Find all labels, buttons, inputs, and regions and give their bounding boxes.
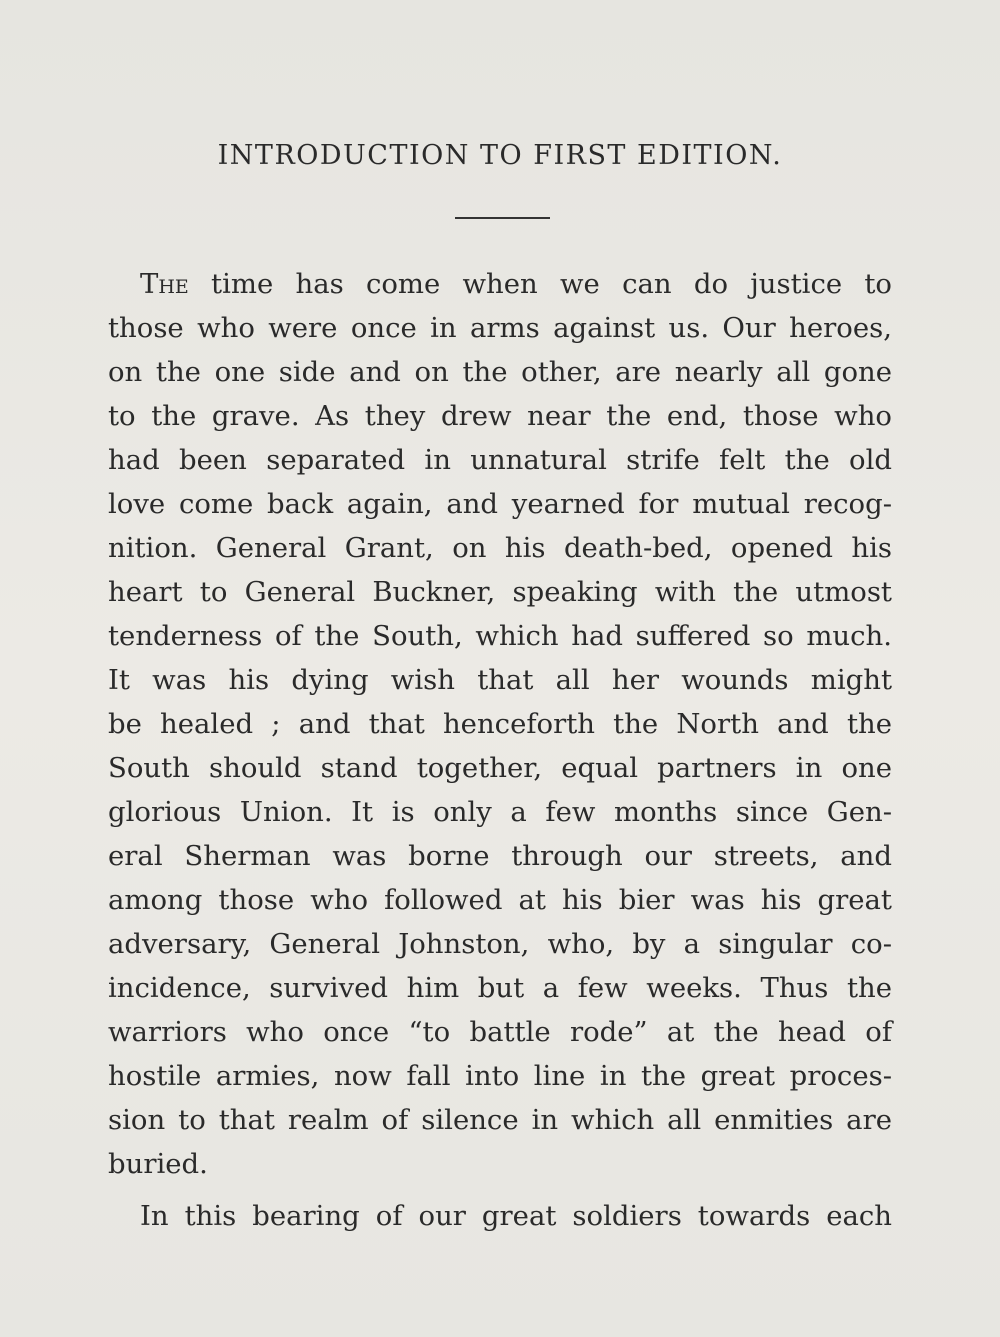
paragraph-1 (108, 262, 892, 1186)
text-line: among those who followed at his bier was his great (108, 884, 892, 916)
text-line: sion to that realm of silence in which all enmities are (108, 1104, 892, 1136)
lead-word: The (140, 268, 189, 300)
text-line: on the one side and on the other, are nearly all gone (108, 356, 892, 388)
text-line: The time has come when we can do justice to (140, 268, 892, 300)
text-line: nition. General Grant, on his death-bed, opened his (108, 532, 892, 564)
text-line: those who were once in arms against us. Our heroes, (108, 312, 892, 344)
text-line: In this bearing of our great soldiers towards each (140, 1200, 892, 1232)
text-line: had been separated in unnatural strife felt the old (108, 444, 892, 476)
text-line: warriors who once “to battle rode” at the head of (108, 1016, 892, 1048)
text-line: hostile armies, now fall into line in the great proces- (108, 1060, 892, 1092)
text-line: buried. (108, 1148, 208, 1180)
heading-rule (455, 217, 550, 219)
text-line: tenderness of the South, which had suffered so much. (108, 620, 892, 652)
text-line: glorious Union. It is only a few months since Gen- (108, 796, 892, 828)
text-line: South should stand together, equal partners in one (108, 752, 892, 784)
text-line: be healed ; and that henceforth the North and the (108, 708, 892, 740)
paragraph-gap (108, 1186, 892, 1194)
text-line: incidence, survived him but a few weeks. Thus the (108, 972, 892, 1004)
body-text (108, 262, 892, 1238)
text-line: to the grave. As they drew near the end, those who (108, 400, 892, 432)
text-line: eral Sherman was borne through our streets, and (108, 840, 892, 872)
text-line: heart to General Buckner, speaking with the utmost (108, 576, 892, 608)
text-line: love come back again, and yearned for mutual recog- (108, 488, 892, 520)
text-line: adversary, General Johnston, who, by a singular co- (108, 928, 892, 960)
chapter-heading: INTRODUCTION TO FIRST EDITION. (217, 140, 783, 171)
text-line: It was his dying wish that all her wounds might (108, 664, 892, 696)
paragraph-2 (108, 1194, 892, 1238)
